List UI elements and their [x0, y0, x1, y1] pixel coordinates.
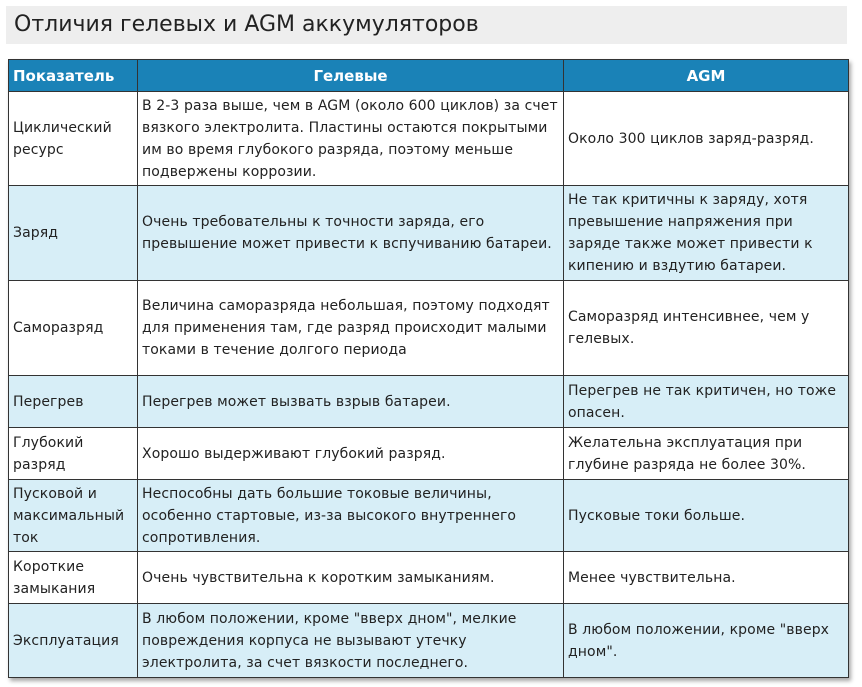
agm-cell: Саморазряд интенсивнее, чем у гелевых. [564, 281, 849, 376]
param-cell: Эксплуатация [9, 604, 138, 678]
gel-cell: В 2-3 раза выше, чем в AGM (около 600 циклов) за счет вязкого электролита. Пластины остаются покрытыми им во время глубокого разряда, поэтому меньше подвержены коррозии. [138, 92, 564, 186]
table-header-row [9, 60, 849, 92]
header-agm: AGM [564, 60, 849, 92]
table-row [9, 376, 849, 428]
param-cell: Циклический ресурс [9, 92, 138, 186]
table-row [9, 480, 849, 552]
agm-cell: Перегрев не так критичен, но тоже опасен. [564, 376, 849, 428]
header-gel: Гелевые [138, 60, 564, 92]
param-cell: Саморазряд [9, 281, 138, 376]
table-row [9, 92, 849, 186]
table-row [9, 428, 849, 480]
gel-cell: Очень чувствительна к коротким замыканиям. [138, 552, 564, 604]
gel-cell: Очень требовательны к точности заряда, его превышение может привести к вспучиванию батареи. [138, 186, 564, 281]
comparison-table [8, 59, 849, 678]
agm-cell: Пусковые токи больше. [564, 480, 849, 552]
gel-cell: Неспособны дать большие токовые величины, особенно стартовые, из-за высокого внутреннего сопротивления. [138, 480, 564, 552]
table-row [9, 186, 849, 281]
agm-cell: В любом положении, кроме "вверх дном". [564, 604, 849, 678]
header-parameter: Показатель [9, 60, 138, 92]
gel-cell: В любом положении, кроме "вверх дном", мелкие повреждения корпуса не вызывают утечку электролита, за счет вязкости последнего. [138, 604, 564, 678]
agm-cell: Желательна эксплуатация при глубине разряда не более 30%. [564, 428, 849, 480]
param-cell: Короткие замыкания [9, 552, 138, 604]
agm-cell: Не так критичны к заряду, хотя превышение напряжения при заряде также может привести к кипению и вздутию батареи. [564, 186, 849, 281]
comparison-table-wrapper [8, 59, 849, 678]
title-bar [6, 6, 847, 44]
table-row [9, 552, 849, 604]
gel-cell: Хорошо выдерживают глубокий разряд. [138, 428, 564, 480]
param-cell: Пусковой и максимальный ток [9, 480, 138, 552]
table-row [9, 281, 849, 376]
agm-cell: Менее чувствительна. [564, 552, 849, 604]
param-cell: Заряд [9, 186, 138, 281]
page-title: Отличия гелевых и AGM аккумуляторов [14, 12, 479, 37]
gel-cell: Величина саморазряда небольшая, поэтому подходят для применения там, где разряд происходит малыми токами в течение долгого периода [138, 281, 564, 376]
table-row [9, 604, 849, 678]
agm-cell: Около 300 циклов заряд-разряд. [564, 92, 849, 186]
param-cell: Перегрев [9, 376, 138, 428]
param-cell: Глубокий разряд [9, 428, 138, 480]
gel-cell: Перегрев может вызвать взрыв батареи. [138, 376, 564, 428]
